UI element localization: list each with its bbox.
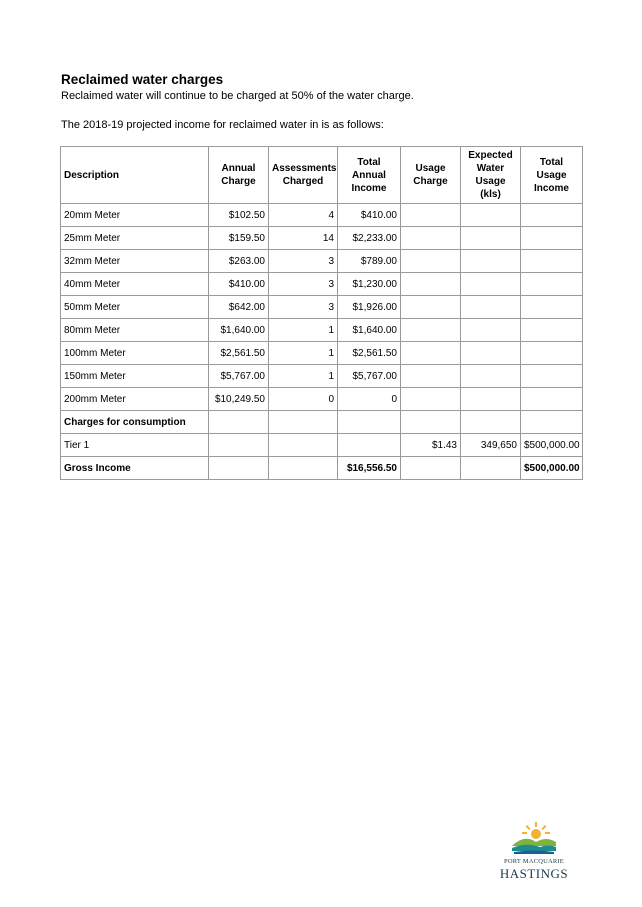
table-cell: 50mm Meter: [61, 296, 209, 319]
table-cell: $10,249.50: [209, 388, 269, 411]
table-cell: [461, 411, 521, 434]
table-row: [61, 273, 583, 296]
lead-text: The 2018-19 projected income for reclaimed water in is as follows:: [61, 119, 384, 131]
table-cell: [461, 365, 521, 388]
table-cell: $102.50: [209, 204, 269, 227]
table-row: [61, 296, 583, 319]
table-cell: [461, 273, 521, 296]
table-cell: $2,561.50: [338, 342, 401, 365]
table-cell: [269, 411, 338, 434]
table-row: [61, 204, 583, 227]
table-cell: 0: [269, 388, 338, 411]
table-cell: [521, 365, 583, 388]
table-cell: [401, 457, 461, 480]
table-cell: 1: [269, 365, 338, 388]
table-cell: [461, 319, 521, 342]
table-cell: 100mm Meter: [61, 342, 209, 365]
table-header-row: [61, 147, 583, 204]
table-cell: $789.00: [338, 250, 401, 273]
table-cell: $2,561.50: [209, 342, 269, 365]
table-cell: 1: [269, 319, 338, 342]
column-header: Total Annual Income: [338, 147, 401, 204]
table-cell: [461, 227, 521, 250]
column-header: Total Usage Income: [521, 147, 583, 204]
table-cell: [461, 457, 521, 480]
table-cell: [521, 319, 583, 342]
table-cell: 20mm Meter: [61, 204, 209, 227]
table-cell: $410.00: [209, 273, 269, 296]
table-cell: [521, 227, 583, 250]
table-cell: [521, 296, 583, 319]
table-row: [61, 227, 583, 250]
table-cell: [521, 342, 583, 365]
table-cell: [401, 342, 461, 365]
table-cell: [401, 296, 461, 319]
table-cell: [401, 250, 461, 273]
section-heading: Reclaimed water charges: [61, 72, 224, 87]
column-header: Annual Charge: [209, 147, 269, 204]
table-cell: $5,767.00: [209, 365, 269, 388]
table-cell: $263.00: [209, 250, 269, 273]
table-cell: 1: [269, 342, 338, 365]
table-cell: $1,640.00: [338, 319, 401, 342]
logo-text-hastings: HASTINGS: [499, 866, 569, 881]
table-cell: Charges for consumption: [61, 411, 209, 434]
table-cell: 25mm Meter: [61, 227, 209, 250]
table-row: [61, 250, 583, 273]
table-cell: [461, 388, 521, 411]
table-cell: [401, 273, 461, 296]
table-cell: [401, 204, 461, 227]
column-header: Description: [61, 147, 209, 204]
table-cell: [521, 388, 583, 411]
sun-hills-logo-icon: [510, 820, 558, 856]
column-header: Assessments Charged: [269, 147, 338, 204]
table-row: [61, 365, 583, 388]
table-cell: [338, 434, 401, 457]
table-cell: $1,640.00: [209, 319, 269, 342]
table-cell: 200mm Meter: [61, 388, 209, 411]
table-cell: [269, 434, 338, 457]
table-cell: [521, 250, 583, 273]
table-row: [61, 388, 583, 411]
table-cell: 3: [269, 273, 338, 296]
table-cell: 3: [269, 250, 338, 273]
table-cell: [401, 365, 461, 388]
table-cell: 4: [269, 204, 338, 227]
table-cell: [401, 227, 461, 250]
table-cell: [209, 457, 269, 480]
table-cell: [461, 250, 521, 273]
table-cell: [269, 457, 338, 480]
table-cell: $16,556.50: [338, 457, 401, 480]
table-cell: $2,233.00: [338, 227, 401, 250]
table-cell: [461, 204, 521, 227]
table-cell: [521, 411, 583, 434]
table-cell: 349,650: [461, 434, 521, 457]
logo-text-port-macquarie: PORT MACQUARIE: [504, 858, 564, 865]
table-cell: 14: [269, 227, 338, 250]
table-cell: Gross Income: [61, 457, 209, 480]
table-cell: [521, 204, 583, 227]
table-cell: 80mm Meter: [61, 319, 209, 342]
column-header: Usage Charge: [401, 147, 461, 204]
column-header: Expected Water Usage (kls): [461, 147, 521, 204]
table-cell: $642.00: [209, 296, 269, 319]
table-cell: $1,926.00: [338, 296, 401, 319]
intro-text: Reclaimed water will continue to be charged at 50% of the water charge.: [61, 90, 414, 102]
table-cell: 0: [338, 388, 401, 411]
table-cell: [209, 411, 269, 434]
table-cell: $159.50: [209, 227, 269, 250]
table-row: [61, 319, 583, 342]
table-cell: $500,000.00: [521, 457, 583, 480]
table-cell: [338, 411, 401, 434]
table-cell: $500,000.00: [521, 434, 583, 457]
table-row: [61, 342, 583, 365]
table-cell: 40mm Meter: [61, 273, 209, 296]
port-macquarie-hastings-logo: [498, 820, 570, 882]
table-cell: 3: [269, 296, 338, 319]
table-cell: [461, 296, 521, 319]
reclaimed-water-charges-table: [60, 146, 583, 480]
table-cell: $1.43: [401, 434, 461, 457]
table-cell: $1,230.00: [338, 273, 401, 296]
table-cell: [461, 342, 521, 365]
table-cell: $410.00: [338, 204, 401, 227]
table-cell: [401, 319, 461, 342]
table-row: [61, 411, 583, 434]
table-cell: Tier 1: [61, 434, 209, 457]
table-cell: 150mm Meter: [61, 365, 209, 388]
table-row: [61, 434, 583, 457]
table-cell: [401, 411, 461, 434]
table-cell: [401, 388, 461, 411]
table-row: [61, 457, 583, 480]
table-cell: [521, 273, 583, 296]
table-cell: $5,767.00: [338, 365, 401, 388]
table-cell: 32mm Meter: [61, 250, 209, 273]
table-cell: [209, 434, 269, 457]
